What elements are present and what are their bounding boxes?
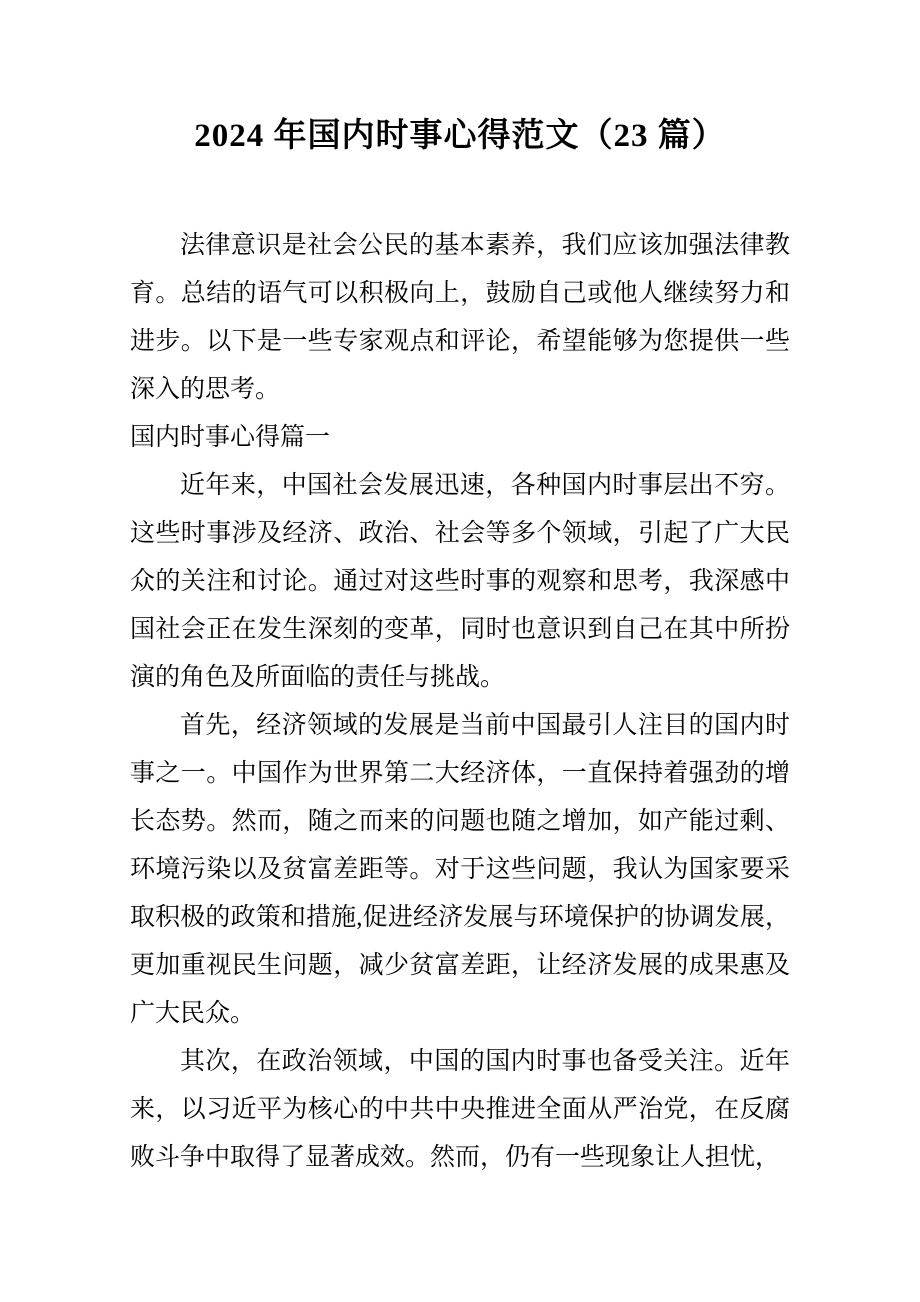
paragraph: 首先，经济领域的发展是当前中国最引人注目的国内时事之一。中国作为世界第二大经济体，一直保持着强劲的增长态势。然而，随之而来的问题也随之增加，如产能过剩、环境污染以及贫富差距等。对于这些问题，我认为国家要采取积极的政策和措施,促进经济发展与环境保护的协调发展，更加重视民生问题，减少贫富差距，让经济发展的成果惠及广大民众。 — [130, 711, 790, 1027]
document-body — [130, 222, 790, 1182]
paragraph: 近年来，中国社会发展迅速，各种国内时事层出不穷。这些时事涉及经济、政治、社会等多个领域，引起了广大民众的关注和讨论。通过对这些时事的观察和思考，我深感中国社会正在发生深刻的变革，同时也意识到自己在其中所扮演的角色及所面临的责任与挑战。 — [130, 471, 790, 691]
document-title: 2024 年国内时事心得范文（23 篇） — [194, 118, 726, 154]
paragraph: 法律意识是社会公民的基本素养，我们应该加强法律教育。总结的语气可以积极向上，鼓励自己或他人继续努力和进步。以下是一些专家观点和评论，希望能够为您提供一些深入的思考。 — [130, 231, 790, 403]
paragraph: 国内时事心得篇一 — [130, 423, 331, 451]
paragraph: 其次，在政治领域，中国的国内时事也备受关注。近年来，以习近平为核心的中共中央推进全面从严治党，在反腐败斗争中取得了显著成效。然而，仍有一些现象让人担忧， — [130, 1047, 790, 1171]
